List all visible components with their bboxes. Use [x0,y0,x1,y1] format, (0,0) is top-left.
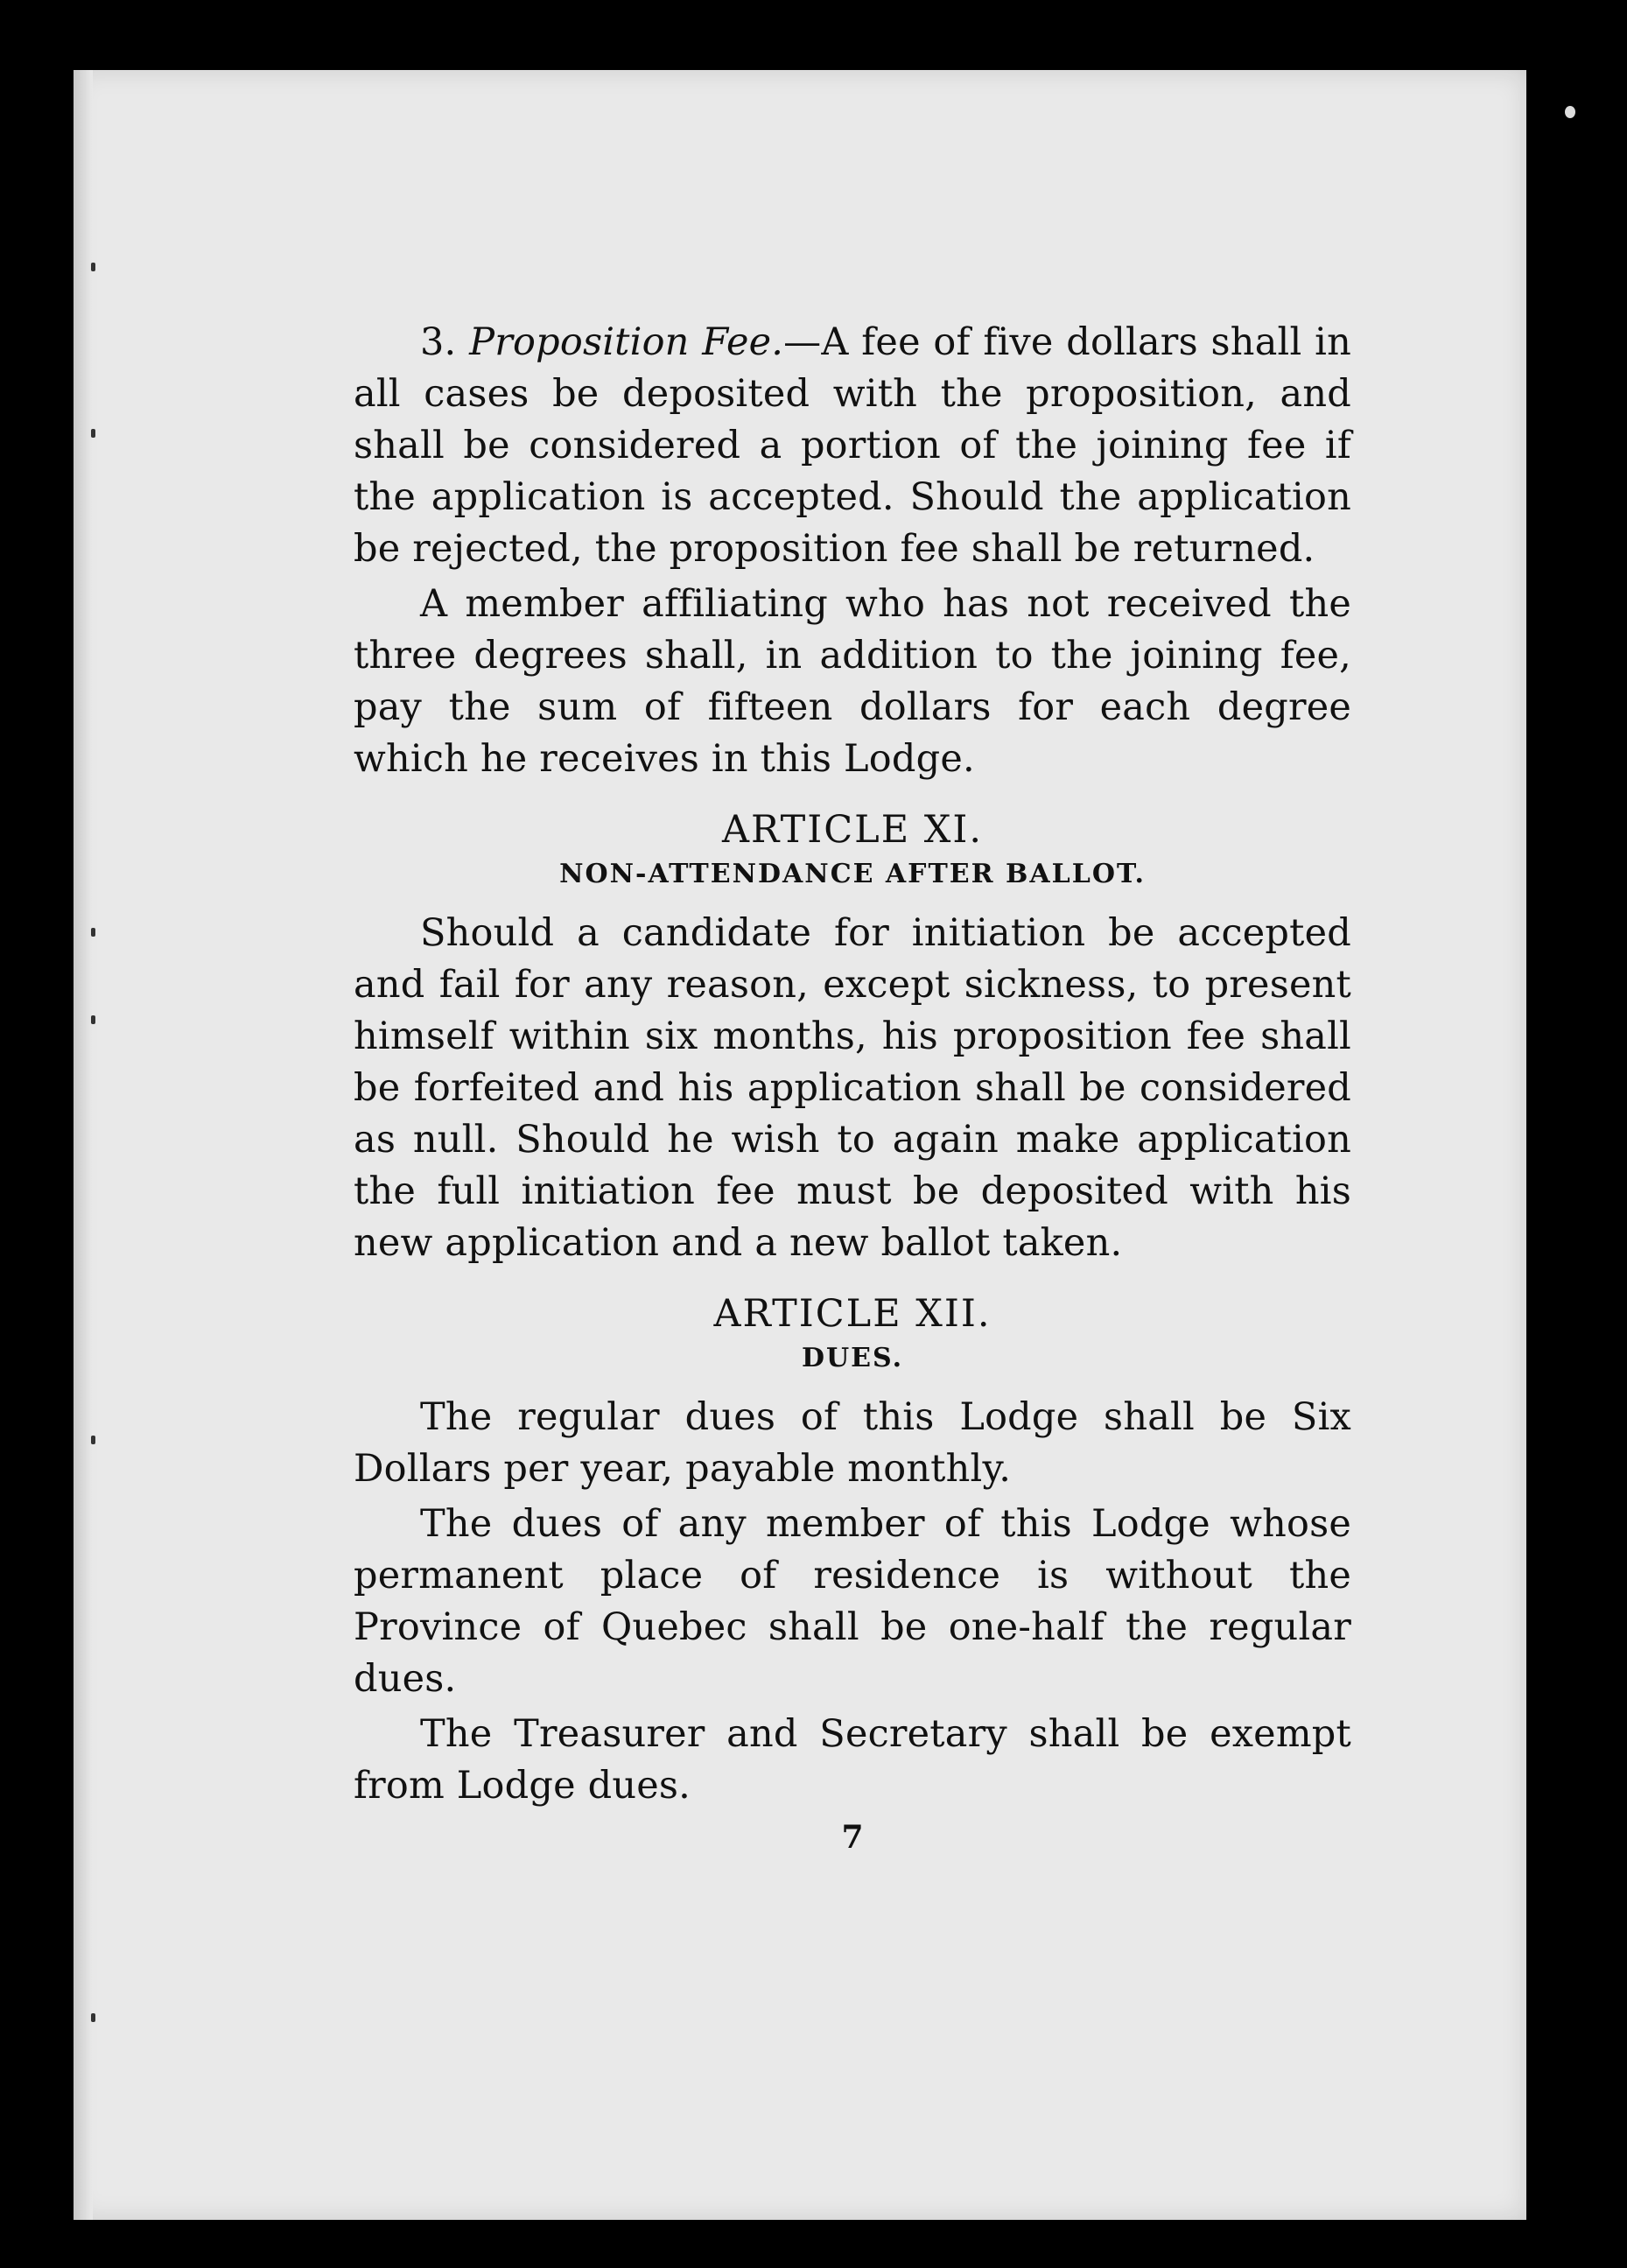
margin-speck [91,1436,95,1444]
article-12-subtitle: DUES. [801,1343,904,1373]
article-12-paragraph-2: The dues of any member of this Lodge whose permanent place of residence is without the Province of Quebec shall be one-half the regular dues. [354,1502,1351,1701]
margin-speck [91,1015,95,1024]
document-page [74,70,1526,2220]
margin-speck [91,928,95,937]
paragraph-heading: Proposition Fee. [469,320,784,364]
article-12-paragraph-3: The Treasurer and Secretary shall be exempt from Lodge dues. [354,1712,1351,1808]
article-11-paragraph: Should a candidate for initiation be accepted and fail for any reason, except sickness, to present himself within six months, his proposition fee shall be forfeited and his application shall be considered as null. Should he wish to again make application the full initiation fee must be deposited with his new application and a new ballot taken. [354,911,1351,1265]
article-11-subtitle: NON-ATTENDANCE AFTER BALLOT. [559,859,1146,889]
page-text [354,317,1351,1856]
margin-speck [91,263,95,271]
article-11-title: ARTICLE XI. [721,808,984,852]
proposition-fee-paragraph [354,317,1351,575]
page-binding-edge [74,70,93,2220]
page-number: 7 [841,1819,864,1856]
affiliating-member-paragraph: A member affiliating who has not received the three degrees shall, in addition to the joining fee, pay the sum of fifteen dollars for each degree which he receives in this Lodge. [354,582,1351,781]
paragraph-number: 3. [420,320,457,364]
article-12-paragraph-1: The regular dues of this Lodge shall be Six Dollars per year, payable monthly. [354,1395,1351,1491]
paragraph-body: —A fee of five dollars shall in all cases be deposited with the proposition, and shall be considered a portion of the joining fee if the application is accepted. Should the application be rejected, the proposition fee shall be returned. [354,320,1352,571]
article-12-title: ARTICLE XII. [713,1292,992,1336]
margin-speck [91,429,95,438]
scan-speck [1565,106,1575,118]
margin-speck [91,2013,95,2022]
